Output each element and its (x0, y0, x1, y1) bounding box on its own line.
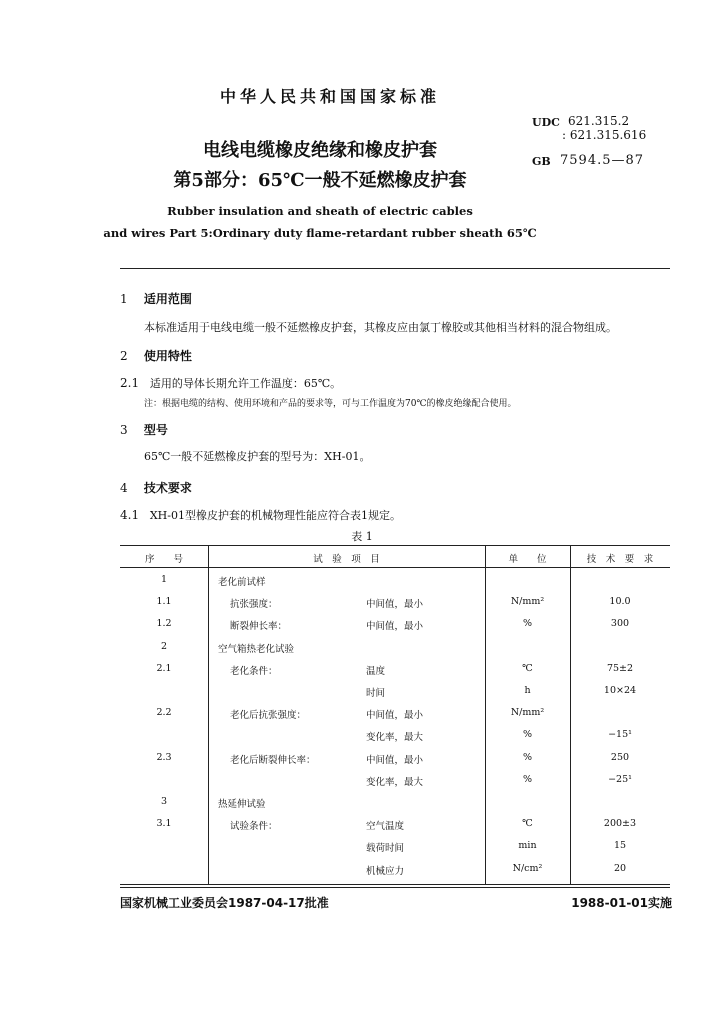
clause-text: XH-01型橡皮护套的机械物理性能应符合表1规定。 (149, 509, 401, 522)
cell-item: 抗张强度： (230, 599, 278, 611)
cell-subitem: 载荷时间 (366, 843, 405, 855)
section-2-1-note: 注：根据电缆的结构、使用环境和产品的要求等，可与工作温度为70℃的橡皮绝缘配合使用。 (144, 399, 517, 409)
cell-subitem: 温度 (366, 665, 386, 677)
section-4-heading (120, 479, 192, 496)
section-4-1 (120, 507, 401, 523)
footer-effective: 1988-01-01实施 (571, 896, 672, 910)
clause-number: 4.1 (120, 508, 140, 522)
header-unit: 单 位 (508, 554, 547, 565)
section-2-1 (120, 375, 341, 391)
section-3-text: 65℃一般不延燃橡皮护套的型号为：XH-01。 (144, 450, 371, 463)
cell-requirement: 75±2 (606, 662, 634, 674)
cell-unit: % (522, 751, 533, 763)
cell-requirement: −25¹ (608, 773, 632, 785)
cell-unit: ℃ (522, 662, 533, 674)
clause-number: 2.1 (120, 376, 140, 390)
gb-label: GB (532, 155, 551, 168)
cell-unit: ℃ (522, 818, 533, 830)
cell-item: 断裂伸长率： (230, 621, 288, 633)
udc-code-2: : 621.315.616 (562, 128, 647, 142)
cell-subitem: 中间值，最小 (366, 599, 424, 611)
section-1-text: 本标准适用于电线电缆一般不延燃橡皮护套，其橡皮应由氯丁橡胶或其他相当材料的混合物组成。 (144, 321, 617, 334)
cell-seq: 1 (160, 574, 168, 585)
cell-subitem: 变化率，最大 (366, 776, 424, 788)
title-en-line2: and wires Part 5:Ordinary duty flame-retardant rubber sheath 65℃ (103, 226, 537, 240)
top-rule (120, 268, 670, 269)
header-req: 技 术 要 求 (586, 554, 654, 565)
title-en-line1: Rubber insulation and sheath of electric cables (167, 204, 473, 218)
cell-unit: % (522, 618, 533, 630)
cell-requirement: 20 (613, 862, 627, 874)
cell-requirement: −15¹ (608, 729, 632, 741)
cell-unit: % (522, 729, 533, 741)
section-1-heading (120, 290, 192, 307)
footer-rule (120, 887, 670, 888)
section-2-heading (120, 347, 192, 364)
cell-requirement: 10×24 (603, 685, 637, 696)
header-divider (120, 567, 670, 568)
table-caption: 表 1 (351, 530, 373, 543)
section-number: 3 (120, 423, 128, 437)
title-zh-line1: 电线电缆橡皮绝缘和橡皮护套 (203, 140, 437, 161)
gb-number: 7594.5—87 (560, 153, 645, 168)
cell-requirement: 300 (610, 618, 630, 630)
cell-seq: 1.1 (156, 596, 172, 608)
cell-unit: % (522, 773, 533, 785)
section-title: 适用范围 (143, 292, 192, 306)
column-divider (208, 546, 209, 884)
cell-subitem: 空气温度 (366, 821, 405, 833)
cell-item: 老化前试样 (218, 577, 266, 588)
cell-seq: 2.1 (156, 662, 172, 674)
cell-item: 空气箱热老化试验 (218, 643, 295, 655)
cell-subitem: 变化率，最大 (366, 732, 424, 744)
standard-header: 中华人民共和国国家标准 (219, 87, 440, 106)
cell-unit: N/cm² (512, 862, 543, 874)
cell-unit: min (518, 840, 537, 852)
header-seq: 序 号 (144, 554, 183, 565)
cell-requirement: 10.0 (609, 596, 631, 608)
cell-subitem: 中间值，最小 (366, 754, 424, 766)
cell-requirement: 15 (613, 840, 627, 852)
cell-subitem: 中间值，最小 (366, 710, 424, 722)
footer-approval: 国家机械工业委员会1987-04-17批准 (120, 896, 329, 910)
cell-seq: 1.2 (156, 618, 172, 630)
cell-unit: h (524, 685, 531, 696)
cell-seq: 3.1 (156, 818, 172, 830)
cell-requirement: 200±3 (603, 818, 637, 830)
cell-seq: 2.2 (156, 707, 172, 719)
cell-seq: 3 (160, 796, 168, 807)
cell-item: 老化条件： (230, 665, 278, 677)
cell-subitem: 机械应力 (366, 865, 405, 877)
cell-item: 试验条件： (230, 821, 278, 833)
section-title: 使用特性 (143, 349, 192, 363)
section-number: 2 (120, 349, 128, 363)
header-item: 试 验 项 目 (313, 554, 380, 565)
section-3-heading (120, 421, 168, 438)
cell-seq: 2 (160, 640, 168, 652)
cell-seq: 2.3 (156, 751, 172, 763)
section-title: 技术要求 (143, 481, 192, 495)
section-number: 4 (120, 481, 128, 495)
cell-subitem: 时间 (366, 688, 386, 699)
clause-text: 适用的导体长期允许工作温度：65℃。 (149, 377, 342, 390)
cell-requirement: 250 (610, 751, 630, 763)
cell-item: 老化后断裂伸长率： (230, 754, 316, 766)
section-number: 1 (120, 292, 128, 306)
udc-label: UDC (532, 116, 560, 129)
cell-unit: N/mm² (510, 707, 545, 719)
section-title: 型号 (143, 423, 168, 437)
title-zh-line2: 第5部分：65℃一般不延燃橡皮护套 (173, 170, 467, 191)
udc-code-1: 621.315.2 (568, 114, 630, 128)
cell-subitem: 中间值，最小 (366, 621, 424, 633)
cell-item: 老化后抗张强度： (230, 710, 307, 722)
cell-unit: N/mm² (510, 596, 545, 608)
properties-table (120, 545, 670, 885)
cell-item: 热延伸试验 (218, 799, 266, 810)
